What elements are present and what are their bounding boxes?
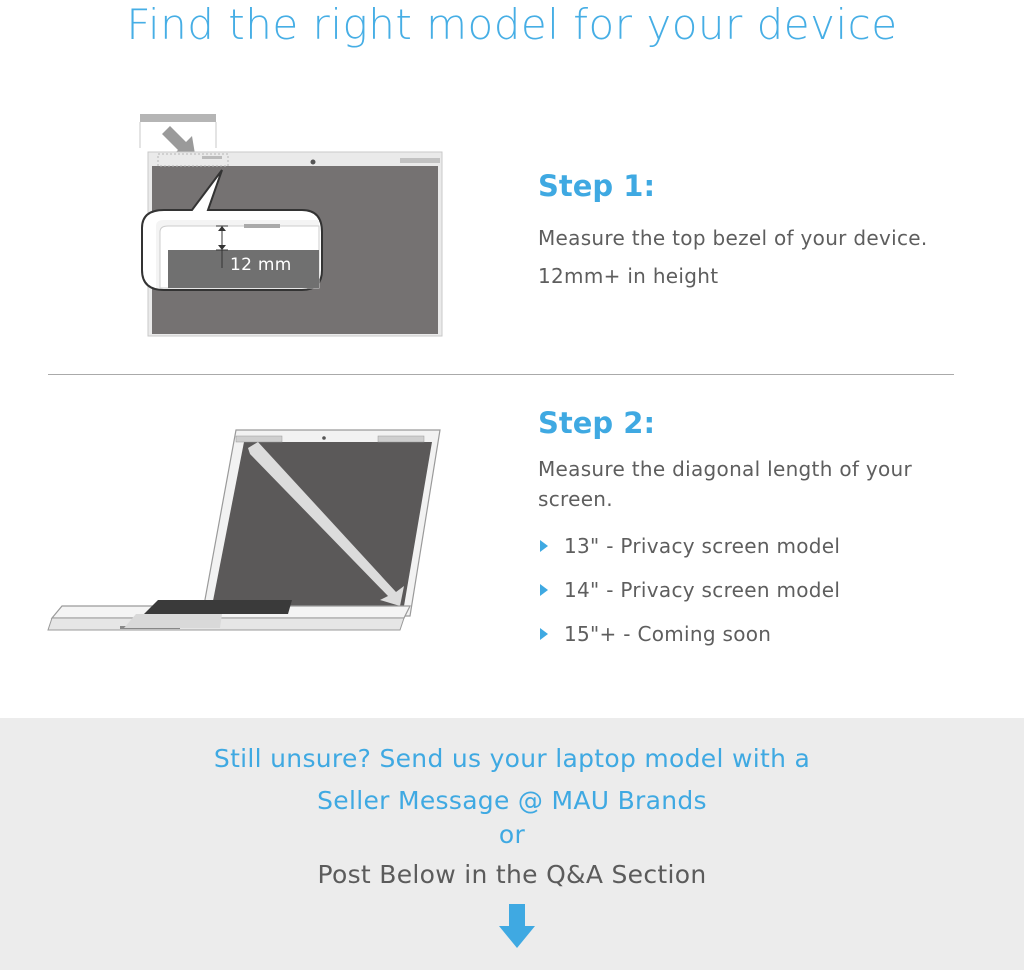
- bullet-triangle-icon: [540, 540, 548, 552]
- list-item: 15"+ - Coming soon: [538, 612, 840, 656]
- step1-text-line2: 12mm+ in height: [538, 264, 719, 288]
- step1-heading: Step 1:: [538, 169, 656, 203]
- bezel-measure-illustration: [130, 108, 450, 340]
- step2-text-line2: screen.: [538, 487, 613, 511]
- page-title: Find the right model for your device: [126, 0, 898, 49]
- step2-text-line1: Measure the diagonal length of your: [538, 457, 913, 481]
- footer-or: or: [498, 820, 526, 849]
- bullet-triangle-icon: [540, 628, 548, 640]
- step1-text-line1: Measure the top bezel of your device.: [538, 226, 928, 250]
- seller-message-link[interactable]: Seller Message @ MAU Brands: [317, 786, 707, 815]
- list-item: 13" - Privacy screen model: [538, 524, 840, 568]
- qa-section-link[interactable]: Post Below in the Q&A Section: [317, 860, 707, 889]
- model-size-list: [538, 524, 840, 656]
- step2-heading: Step 2:: [538, 406, 656, 440]
- down-arrow-icon: [497, 904, 537, 950]
- bullet-triangle-icon: [540, 584, 548, 596]
- diagonal-measure-illustration: [40, 420, 460, 670]
- section-divider: [48, 374, 954, 375]
- measure-label: 12 mm: [230, 255, 292, 275]
- list-item: 14" - Privacy screen model: [538, 568, 840, 612]
- footer-line1: Still unsure? Send us your laptop model with a: [213, 744, 811, 773]
